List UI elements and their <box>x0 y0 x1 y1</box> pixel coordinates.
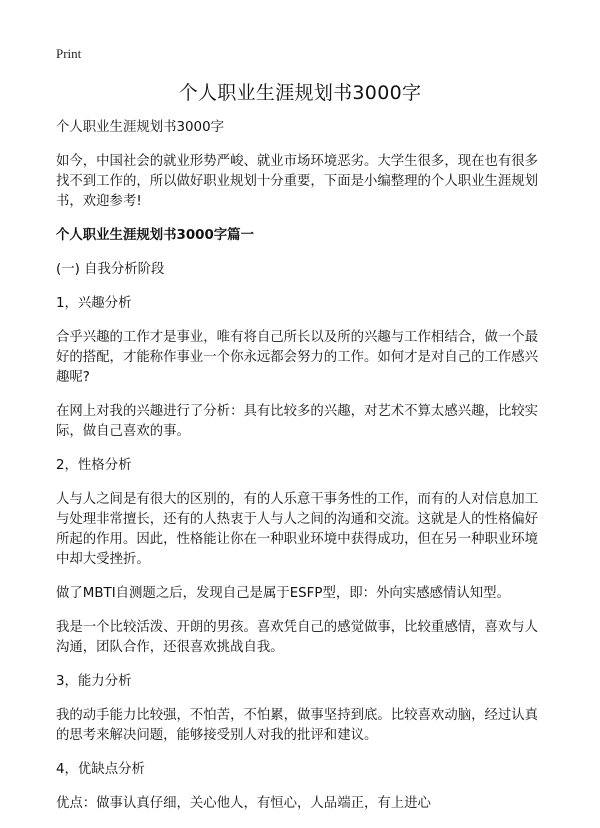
section-heading: 个人职业生涯规划书3000字篇一 <box>56 228 254 243</box>
page-title: 个人职业生涯规划书3000字 <box>178 82 422 104</box>
ability-paragraph-1: 我的动手能力比较强，不怕苦，不怕累，做事坚持到底。比较喜欢动脑，经过认真的思考来解决问题，能够接受别人对我的批评和建议。 <box>56 708 539 743</box>
document-body <box>56 118 548 828</box>
print-label: Print <box>56 46 82 61</box>
stage-heading: (一) 自我分析阶段 <box>56 262 165 277</box>
item-heading-personality: 2，性格分析 <box>56 458 132 473</box>
intro-paragraph: 如今，中国社会的就业形势严峻、就业市场环境恶劣。大学生很多，现在也有很多找不到工作的，所以做好职业规划十分重要，下面是小编整理的个人职业生涯规划书，欢迎参考! <box>56 154 539 209</box>
personality-paragraph-3: 我是一个比较活泼、开朗的男孩。喜欢凭自己的感觉做事，比较重感情，喜欢与人沟通，团队合作，还很喜欢挑战自我。 <box>56 620 539 655</box>
personality-paragraph-1: 人与人之间是有很大的区别的，有的人乐意干事务性的工作，而有的人对信息加工与处理非常擅长，还有的人热衷于人与人之间的沟通和交流。这就是人的性格偏好所起的作用。因此，性格能让你在一种职业环境中获得成功，但在另一种职业环境中却大受挫折。 <box>56 492 539 567</box>
item-heading-interest: 1，兴趣分析 <box>56 296 132 311</box>
item-heading-ability: 3，能力分析 <box>56 674 132 689</box>
strengths-paragraph-1: 优点：做事认真仔细，关心他人，有恒心，人品端正，有上进心 <box>56 796 431 811</box>
interest-paragraph-2: 在网上对我的兴趣进行了分析：具有比较多的兴趣，对艺术不算太感兴趣，比较实际，做自己喜欢的事。 <box>56 404 539 439</box>
document-subtitle: 个人职业生涯规划书3000字 <box>56 120 224 135</box>
personality-paragraph-2: 做了MBTI自测题之后，发现自己是属于ESFP型，即：外向实感感情认知型。 <box>56 586 510 601</box>
interest-paragraph-1: 合乎兴趣的工作才是事业，唯有将自己所长以及所的兴趣与工作相结合，做一个最好的搭配，才能称作事业一个你永远都会努力的工作。如何才是对自己的工作感兴趣呢? <box>56 330 539 385</box>
item-heading-strengths: 4，优缺点分析 <box>56 762 145 777</box>
